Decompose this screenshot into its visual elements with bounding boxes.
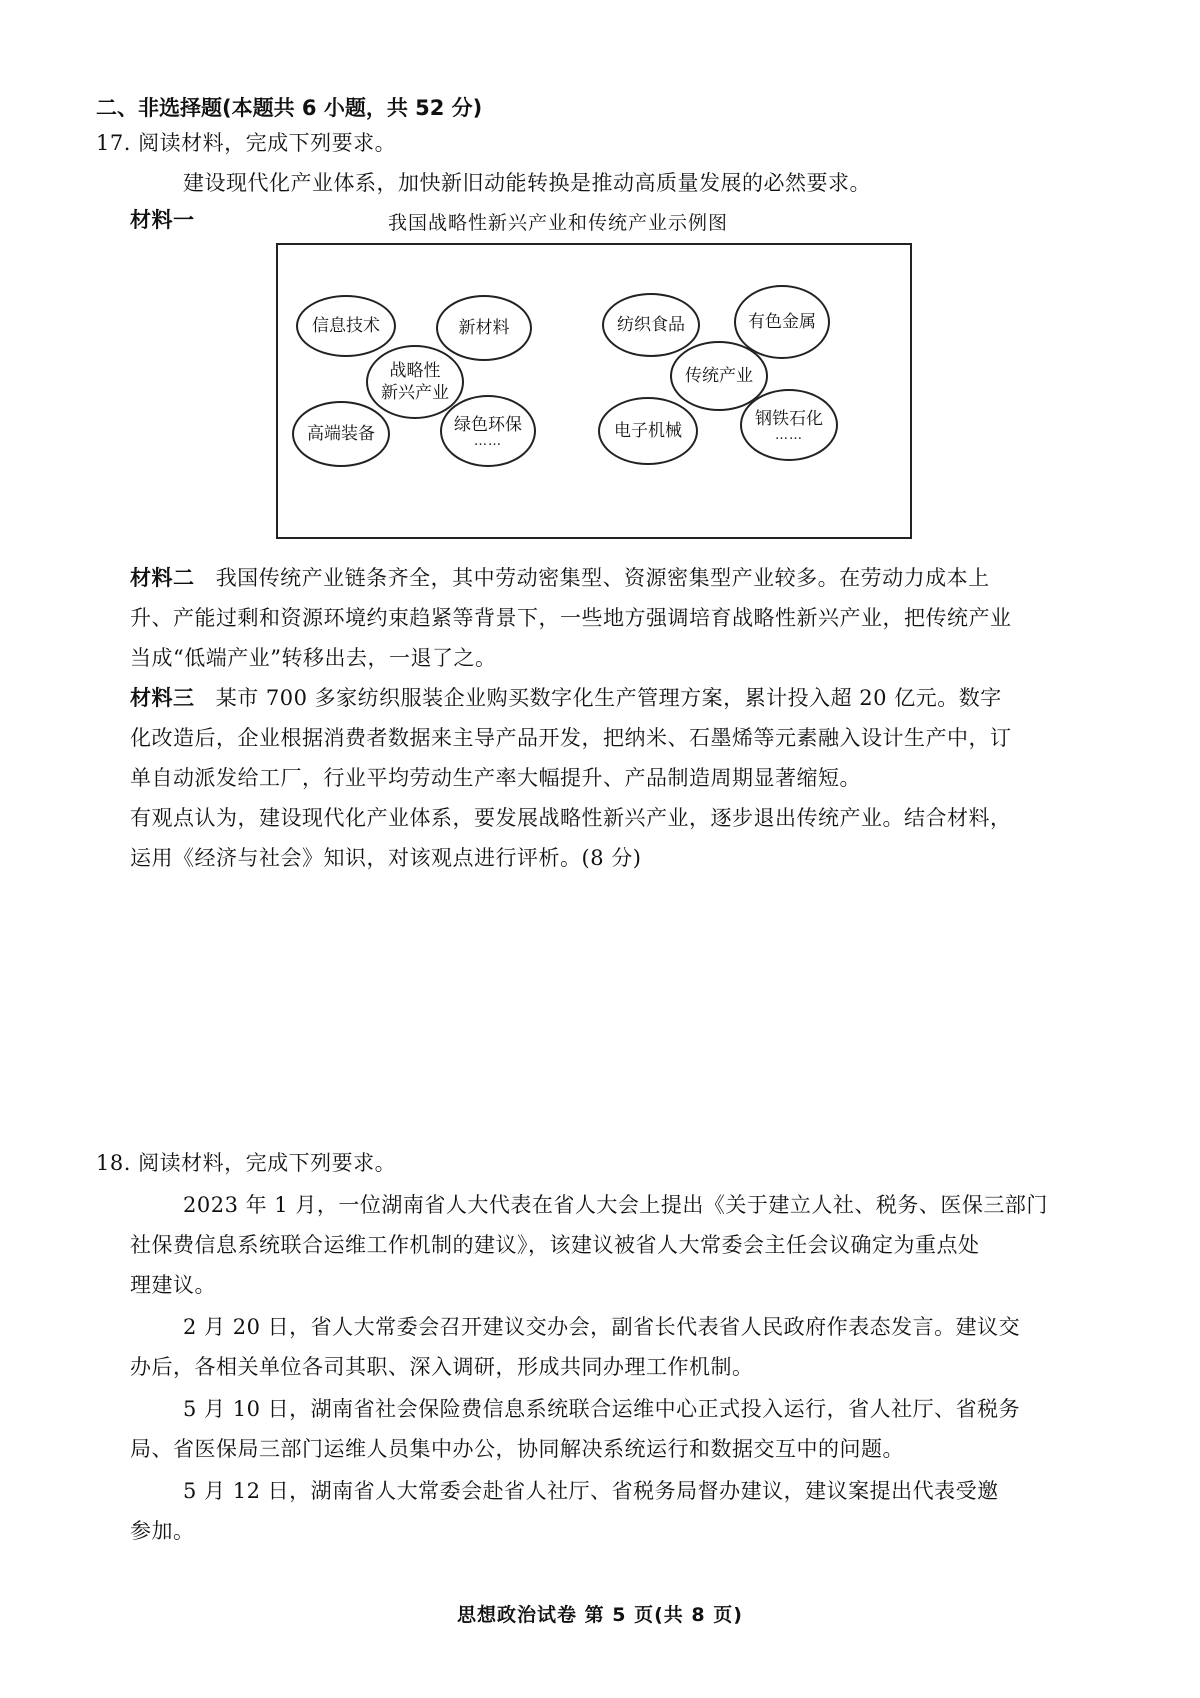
material-2-label: 材料二 [130, 566, 195, 590]
q18-paragraph-line: 社保费信息系统联合运维工作机制的建议》，该建议被省人大常委会主任会议确定为重点处 [130, 1233, 980, 1257]
material-2-line: 升、产能过剩和资源环境约束趋紧等背景下，一些地方强调培育战略性新兴产业，把传统产业 [130, 606, 1012, 630]
figure-title: 我国战略性新兴产业和传统产业示例图 [388, 212, 729, 234]
q18-paragraph-line: 5 月 12 日，湖南省人大常委会赴省人社厅、省税务局督办建议，建议案提出代表受邀 [183, 1479, 999, 1503]
material-3-line [130, 683, 1002, 713]
q18-paragraph-line: 参加。 [130, 1519, 195, 1543]
q17-intro: 建设现代化产业体系，加快新旧动能转换是推动高质量发展的必然要求。 [183, 171, 871, 195]
q18-paragraph-line: 2 月 20 日，省人大常委会召开建议交办会，副省长代表省人民政府作表态发言。建议交 [183, 1315, 1021, 1339]
bubble-electronic-machinery [598, 397, 698, 465]
q18-paragraph-line: 理建议。 [130, 1273, 216, 1297]
bubble-label: 高端装备 [307, 424, 375, 444]
bubble-info-tech [296, 295, 396, 357]
bubble-label: 新材料 [458, 318, 510, 338]
bubble-label: 有色金属 [748, 312, 816, 332]
q18-title: 18. 阅读材料，完成下列要求。 [96, 1151, 397, 1175]
bubble-high-end-equipment [292, 401, 390, 467]
q17-task-line: 运用《经济与社会》知识，对该观点进行评析。(8 分) [130, 846, 642, 870]
page-footer: 思想政治试卷 第 5 页(共 8 页) [457, 1604, 743, 1626]
bubble-label: 绿色环保 [454, 415, 522, 435]
bubble-label: 战略性 [389, 361, 441, 381]
material-3-line: 单自动派发给工厂，行业平均劳动生产率大幅提升、产品制造周期显著缩短。 [130, 766, 861, 790]
bubble-steel-petrochemical [740, 389, 838, 461]
bubble-textile-food [602, 293, 700, 357]
material-1-label: 材料一 [130, 208, 195, 232]
material-2-line [130, 563, 1100, 593]
material-2-text: 我国传统产业链条齐全，其中劳动密集型、资源密集型产业较多。在劳动力成本上 [215, 566, 990, 590]
q18-paragraph-line: 2023 年 1 月，一位湖南省人大代表在省人大会上提出《关于建立人社、税务、医保三部门 [183, 1193, 1048, 1217]
industry-diagram [276, 243, 912, 539]
bubble-new-materials [436, 295, 532, 361]
q18-paragraph-line: 5 月 10 日，湖南省社会保险费信息系统联合运维中心正式投入运行，省人社厅、省税务 [183, 1397, 1021, 1421]
bubble-label: 信息技术 [312, 316, 380, 336]
material-3-line: 化改造后，企业根据消费者数据来主导产品开发，把纳米、石墨烯等元素融入设计生产中，订 [130, 726, 1012, 750]
bubble-label: 电子机械 [614, 421, 682, 441]
material-3-text: 某市 700 多家纺织服装企业购买数字化生产管理方案，累计投入超 20 亿元。数字 [215, 686, 1002, 710]
bubble-label: 传统产业 [685, 366, 753, 386]
q17-task-line: 有观点认为，建设现代化产业体系，要发展战略性新兴产业，逐步退出传统产业。结合材料， [130, 806, 1012, 830]
section-heading: 二、非选择题(本题共 6 小题，共 52 分) [96, 96, 483, 120]
ellipsis: …… [775, 428, 803, 443]
bubble-label: 新兴产业 [381, 383, 449, 403]
bubble-label: 钢铁石化 [755, 409, 823, 429]
ellipsis: …… [474, 434, 502, 449]
bubble-green-environment [440, 395, 536, 467]
bubble-label: 纺织食品 [617, 315, 685, 335]
q18-paragraph-line: 局、省医保局三部门运维人员集中办公，协同解决系统运行和数据交互中的问题。 [130, 1437, 904, 1461]
q18-paragraph-line: 办后，各相关单位各司其职、深入调研，形成共同办理工作机制。 [130, 1355, 754, 1379]
q17-title: 17. 阅读材料，完成下列要求。 [96, 131, 397, 155]
material-3-label: 材料三 [130, 686, 195, 710]
material-2-line: 当成“低端产业”转移出去，一退了之。 [130, 646, 497, 670]
